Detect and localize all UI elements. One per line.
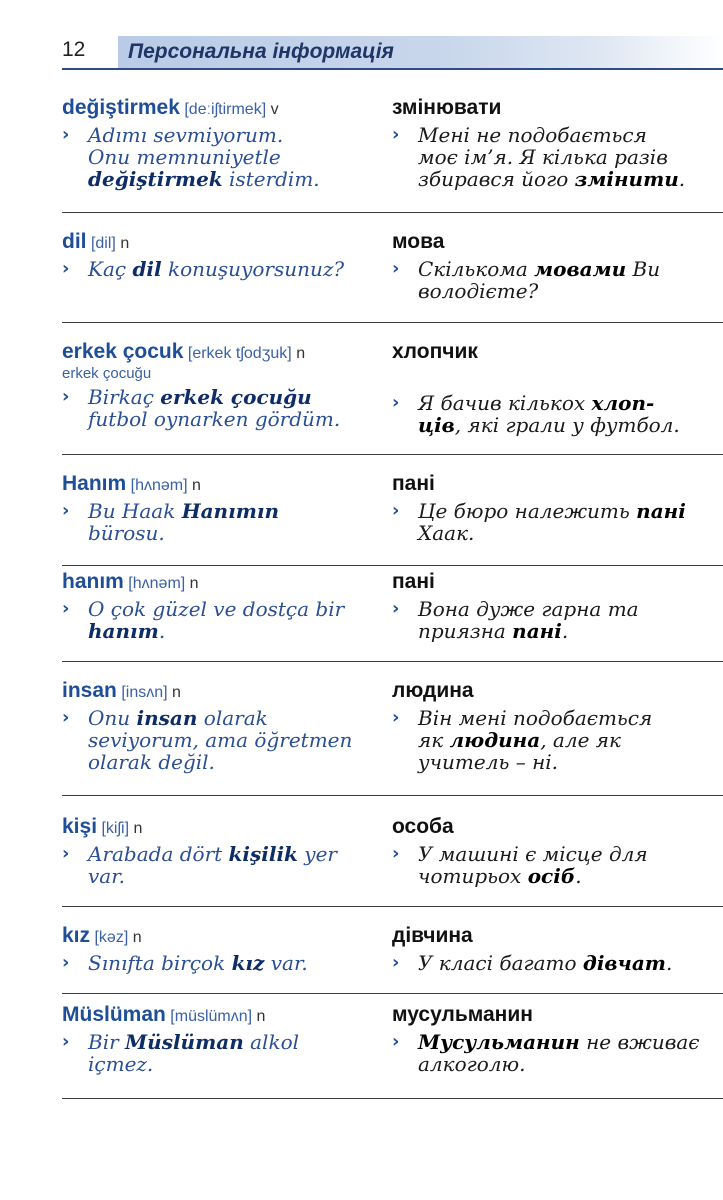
example-line [418,843,723,865]
section-title: Персональна інформація [128,40,394,63]
example-ukrainian [392,500,723,544]
entry-kisi [62,815,723,907]
example-line [88,500,392,522]
translation: пані [392,472,435,495]
highlighted-term: людина [449,728,541,752]
example-text: чотирьох [418,864,528,888]
example-line [88,408,392,430]
entry-musluman [62,1003,723,1099]
example-text: . [561,619,569,643]
translation: пані [392,570,435,593]
example-text: . [575,864,582,888]
example-ukrainian [392,392,723,436]
example-arrow-icon: › [62,598,70,619]
headword-line [62,96,392,120]
ukrainian-column [392,924,723,974]
example-arrow-icon: › [62,258,70,279]
example-text: olarak [197,706,268,730]
example-line [418,1031,723,1053]
highlighted-term: пані [636,499,686,523]
example-arrow-icon: › [392,500,400,521]
example-arrow-icon: › [392,1031,400,1052]
entry-divider [62,565,723,567]
example-line [418,168,723,190]
example-line [418,1053,723,1075]
example-text: Sınıfta birçok [88,951,232,975]
highlighted-term: hanım [88,619,159,643]
example-arrow-icon: › [392,124,400,145]
entry-insan [62,679,723,796]
example-text: Bir [88,1030,126,1054]
example-line [88,1031,392,1053]
example-line [88,729,392,751]
entry-dil [62,230,723,323]
translation: дівчина [392,924,473,947]
example-text: Bu Haak [88,499,182,523]
example-text: içmez. [88,1052,154,1076]
pronunciation: [hʌnəm] [130,477,188,494]
example-text: bürosu. [88,521,165,545]
example-line [418,414,723,436]
headword: erkek çocuk [62,340,184,363]
example-text: Onu [88,706,137,730]
headword: insan [62,679,117,702]
example-line [88,598,392,620]
example-text: Onu memnuniyetle [88,145,281,169]
example-line [88,952,392,974]
section-title-band [118,36,723,68]
example-turkish [62,500,392,544]
example-arrow-icon: › [62,500,70,521]
example-text: збирався його [418,167,575,191]
example-ukrainian [392,598,723,642]
example-line [418,952,723,974]
example-turkish [62,1031,392,1075]
highlighted-term: kız [231,951,265,975]
part-of-speech: n [189,575,199,592]
headword: Hanım [62,472,127,495]
page-number: 12 [62,38,86,61]
example-text: Ви [626,257,661,281]
inflected-form: erkek çocuğu [62,365,152,382]
ukrainian-column [392,96,723,190]
ukrainian-column [392,570,723,642]
highlighted-term: Hanımın [181,499,279,523]
entry-divider [62,454,723,456]
example-text: У класі багато [418,951,583,975]
highlighted-term: Müslüman [125,1030,244,1054]
translation: особа [392,815,454,838]
part-of-speech: n [172,684,181,701]
example-line [88,865,392,887]
highlighted-term: дівчат [582,951,666,975]
example-text: не вживає [579,1030,700,1054]
example-text: Birkaç [88,385,161,409]
pronunciation: [müslümʌn] [170,1008,253,1025]
headword-line [62,679,392,703]
example-text: . [678,167,686,191]
example-line [88,707,392,729]
example-text: алкоголю. [418,1052,526,1076]
part-of-speech: n [256,1008,266,1025]
example-line [418,751,723,773]
example-turkish [62,707,392,773]
turkish-column [62,815,392,887]
turkish-column [62,570,392,642]
ukrainian-column [392,340,723,436]
example-text: приязна [418,619,513,643]
pronunciation: [deːiʃtirmek] [184,101,267,118]
entry-divider [62,795,723,797]
example-line [418,146,723,168]
highlighted-term: değiştirmek [88,167,223,191]
highlighted-term: insan [136,706,198,730]
translation: людина [392,679,474,702]
example-line [88,258,392,280]
highlighted-term: dil [132,257,162,281]
entry-divider [62,993,723,995]
headword: kişi [62,815,98,838]
example-text: yer [297,842,337,866]
headword: hanım [62,570,124,593]
example-arrow-icon: › [62,952,70,973]
headword: değiştirmek [62,96,180,119]
translation: мусульманин [392,1003,533,1026]
turkish-column [62,924,392,974]
example-line [418,258,723,280]
translation: змінювати [392,96,502,119]
example-turkish [62,386,392,430]
turkish-column [62,96,392,190]
entry-divider [62,906,723,908]
example-text: seviyorum, ama öğretmen [88,728,353,752]
headword-line [62,1003,392,1027]
example-line [88,386,392,408]
example-arrow-icon: › [392,843,400,864]
example-line [418,865,723,887]
example-text: isterdim. [222,167,320,191]
headword-line [62,472,392,496]
entry-erkek-cocuk [62,340,723,455]
highlighted-term: ців [418,413,455,437]
example-arrow-icon: › [392,392,400,413]
turkish-column [62,1003,392,1075]
example-line [418,392,723,414]
example-ukrainian [392,707,723,773]
example-text: Adımı sevmiyorum. [88,123,284,147]
example-arrow-icon: › [62,124,70,145]
turkish-column [62,679,392,773]
example-arrow-icon: › [392,952,400,973]
example-ukrainian [392,952,723,974]
example-turkish [62,124,392,190]
example-text: моє ім’я. Я кілька разів [418,145,668,169]
example-turkish [62,258,392,280]
example-line [418,707,723,729]
example-arrow-icon: › [62,386,70,407]
headword: kız [62,924,91,947]
example-arrow-icon: › [392,598,400,619]
example-text: . [158,619,166,643]
example-line [418,280,723,302]
example-line [418,620,723,642]
headword-line [62,815,392,839]
headword-line [62,570,392,594]
ukrainian-column [392,1003,723,1075]
example-line [418,124,723,146]
example-text: . [665,951,673,975]
headword: Müslüman [62,1003,166,1026]
example-arrow-icon: › [62,843,70,864]
entry-degistirmek [62,96,723,213]
example-text: Вона дуже гарна та [418,597,639,621]
example-line [88,168,392,190]
pronunciation: [insʌn] [121,684,168,701]
entry-hanim-cap [62,472,723,566]
ukrainian-column [392,230,723,302]
example-text: alkol [243,1030,299,1054]
example-ukrainian [392,1031,723,1075]
pronunciation: [dil] [90,235,116,252]
example-ukrainian [392,258,723,302]
example-text: , які грали у футбол. [454,413,680,437]
example-line [418,500,723,522]
example-turkish [62,843,392,887]
part-of-speech: v [270,101,279,118]
translation: хлопчик [392,340,478,363]
highlighted-term: kişilik [228,842,298,866]
header-rule [62,68,723,70]
entry-divider [62,212,723,214]
example-text: Kaç [88,257,133,281]
example-line [88,146,392,168]
headword-line [62,340,392,364]
part-of-speech: n [192,477,201,494]
turkish-column [62,230,392,280]
example-text: var. [264,951,308,975]
headword-line [62,924,392,948]
pronunciation: [kiʃi] [101,820,130,837]
part-of-speech: n [132,929,142,946]
part-of-speech: n [120,235,130,252]
example-arrow-icon: › [392,258,400,279]
highlighted-term: Мусульманин [418,1030,580,1054]
example-turkish [62,598,392,642]
example-arrow-icon: › [62,1031,70,1052]
example-line [88,620,392,642]
example-text: Arabada dört [88,842,229,866]
example-line [88,1053,392,1075]
example-text: Мені не подобається [418,123,647,147]
example-arrow-icon: › [392,707,400,728]
example-text: Це бюро належить [418,499,637,523]
highlighted-term: erkek çocuğu [160,385,312,409]
example-turkish [62,952,392,974]
example-text: O çok güzel ve dostça bir [88,597,345,621]
example-line [88,751,392,773]
entry-hanim [62,570,723,662]
example-text: володієте? [418,279,539,303]
highlighted-term: пані [512,619,562,643]
example-line [418,522,723,544]
example-text: konuşuyorsunuz? [161,257,345,281]
ukrainian-column [392,679,723,773]
example-line [418,729,723,751]
example-line [88,522,392,544]
example-text: Він мені подобається [418,706,653,730]
translation: мова [392,230,445,253]
example-line [418,598,723,620]
pronunciation: [hʌnəm] [128,575,186,592]
example-text: Хаак. [418,521,475,545]
entry-kiz [62,924,723,994]
part-of-speech: n [296,345,306,362]
highlighted-term: змінити [574,167,679,191]
example-text: var. [88,864,125,888]
turkish-column [62,340,392,430]
turkish-column [62,472,392,544]
example-text: Скількома [418,257,535,281]
example-line [88,124,392,146]
entry-divider [62,1098,723,1100]
example-text: , але як [540,728,621,752]
pronunciation: [erkek tʃodʒuk] [187,345,292,362]
entry-divider [62,661,723,663]
highlighted-term: осіб [527,864,576,888]
part-of-speech: n [133,820,143,837]
pronunciation: [kəz] [94,929,129,946]
entry-divider [62,322,723,324]
example-text: futbol oynarken gördüm. [88,407,341,431]
example-arrow-icon: › [62,707,70,728]
example-text: як [418,728,450,752]
example-ukrainian [392,124,723,190]
example-text: Я бачив кількох [418,391,592,415]
ukrainian-column [392,815,723,887]
example-text: учитель – ні. [418,750,558,774]
example-ukrainian [392,843,723,887]
headword: dil [62,230,87,253]
ukrainian-column [392,472,723,544]
highlighted-term: мовами [534,257,627,281]
page-header [62,36,723,70]
highlighted-term: хлоп- [591,391,655,415]
example-line [88,843,392,865]
example-text: olarak değil. [88,750,215,774]
headword-line [62,230,392,254]
example-text: У машині є місце для [418,842,648,866]
